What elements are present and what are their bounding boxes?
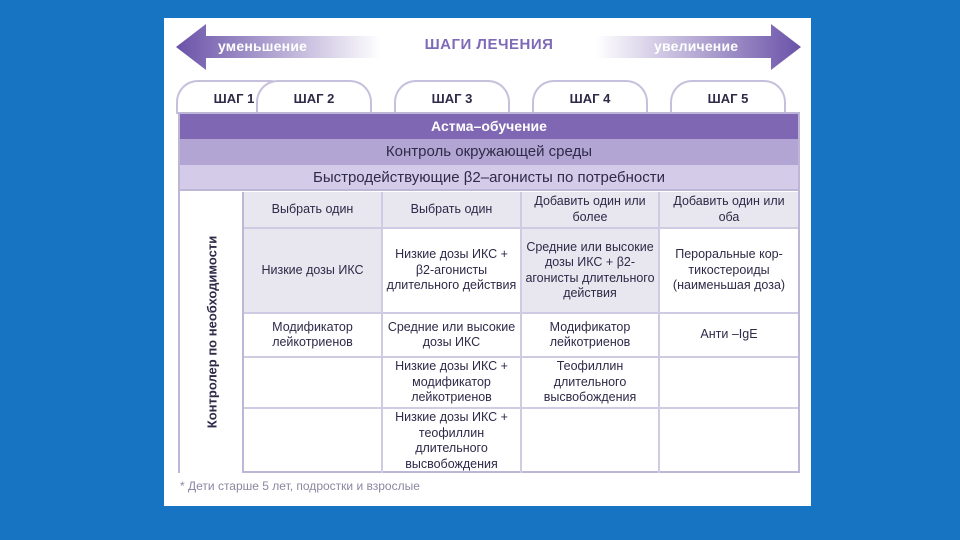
- column-header: Выбрать один: [244, 192, 383, 229]
- table-cell: [660, 358, 798, 409]
- table-cell: Низкие дозы ИКС + теофиллин длительного высвобождения: [383, 409, 522, 473]
- table-cell: Средние или высокие дозы ИКС + β2-агонисты длительного действия: [522, 229, 660, 314]
- column-header: Добавить один или более: [522, 192, 660, 229]
- table-cell: Низкие дозы ИКС: [244, 229, 383, 314]
- table-cell: Средние или высокие дозы ИКС: [383, 314, 522, 358]
- table-cell: Модификатор лейкотриенов: [244, 314, 383, 358]
- band-education: Астма–обучение: [180, 114, 798, 139]
- tab-step-5: ШАГ 5: [670, 80, 786, 114]
- table-cell: Модификатор лейкотриенов: [522, 314, 660, 358]
- footnote: * Дети старше 5 лет, подростки и взрослые: [180, 479, 420, 493]
- table-cell: Анти –IgE: [660, 314, 798, 358]
- table-cell: Пероральные кор-тикостероиды (наименьшая доза): [660, 229, 798, 314]
- tab-step-3: ШАГ 3: [394, 80, 510, 114]
- column-header: Добавить один или оба: [660, 192, 798, 229]
- column-header: Выбрать один: [383, 192, 522, 229]
- table-cell: [522, 409, 660, 473]
- table-cell: Низкие дозы ИКС + модификатор лейкотриенов: [383, 358, 522, 409]
- decrease-label: уменьшение: [218, 38, 308, 54]
- controller-column: [180, 192, 244, 473]
- table-cell: [244, 358, 383, 409]
- tab-step-4: ШАГ 4: [532, 80, 648, 114]
- page-title: ШАГИ ЛЕЧЕНИЯ: [424, 36, 554, 53]
- table-cell: [660, 409, 798, 473]
- band-relievers: Быстродействующие β2–агонисты по потребности: [180, 165, 798, 191]
- slide-card: [164, 18, 811, 506]
- table-cell: [244, 409, 383, 473]
- band-environment: Контроль окружающей среды: [180, 139, 798, 165]
- table-cell: Теофиллин длительного высвобождения: [522, 358, 660, 409]
- table-cell: Низкие дозы ИКС + β2-агонисты длительного действия: [383, 229, 522, 314]
- increase-label: увеличение: [654, 38, 739, 54]
- treatment-table: [178, 112, 800, 473]
- tab-step-2: ШАГ 2: [256, 80, 372, 114]
- controller-label: Контролер по необходимости: [204, 235, 220, 429]
- tab-step-1: ШАГ 1: [176, 80, 292, 114]
